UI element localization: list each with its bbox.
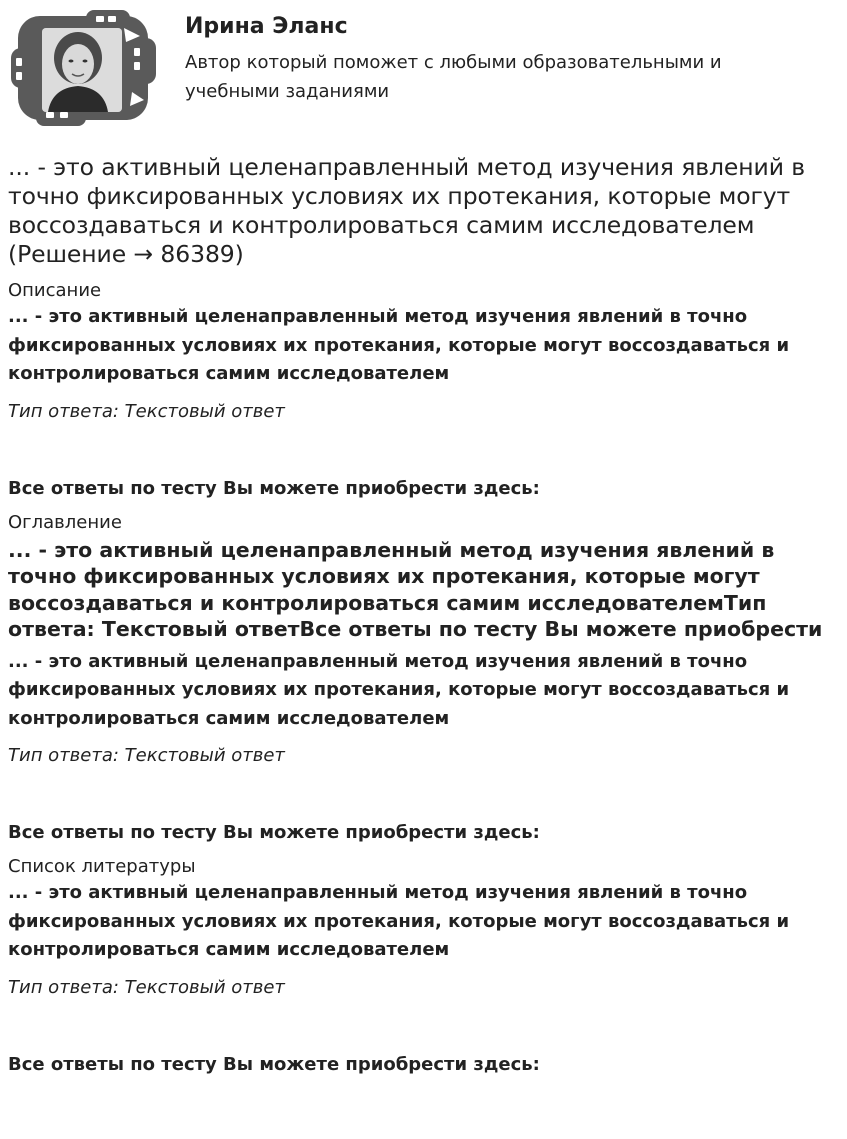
toc-answer-type: Тип ответа: Текстовый ответ (8, 745, 285, 766)
author-name[interactable]: Ирина Эланс (185, 14, 348, 39)
section-label-description: Описание (8, 280, 102, 301)
author-avatar (8, 8, 158, 128)
page (8, 8, 838, 1077)
author-block (8, 8, 838, 133)
toc-question: ... - это активный целенаправленный метод изучения явлений в точно фиксированных условиях их протекания, которые могут воссоздаваться и контролироваться самим исследователем (8, 650, 790, 729)
description-question: ... - это активный целенаправленный метод изучения явлений в точно фиксированных условиях их протекания, которые могут воссоздаваться и контролироваться самим исследователем (8, 306, 790, 384)
section-label-toc: Оглавление (8, 511, 122, 533)
page-title: ... - это активный целенаправленный метод изучения явлений в точно фиксированных условиях их протекания, которые могут воссоздаваться и контролироваться самим исследователем (Решение → 86389) (8, 153, 805, 268)
section-label-literature: Список литературы (8, 856, 196, 877)
description-answer-type: Тип ответа: Текстовый ответ (8, 400, 285, 422)
literature-buy-line: Все ответы по тесту Вы можете приобрести здесь: (8, 1053, 540, 1075)
literature-question: ... - это активный целенаправленный метод изучения явлений в точно фиксированных условиях их протекания, которые могут воссоздаваться и контролироваться самим исследователем (8, 882, 790, 960)
description-buy-line: Все ответы по тесту Вы можете приобрести здесь: (8, 477, 540, 499)
toc-heading: ... - это активный целенаправленный метод изучения явлений в точно фиксированных условиях их протекания, которые могут воссоздаваться и контролироваться самим исследователемТип ответа: Текстовый ответВсе ответы по тесту Вы можете приобрести (8, 537, 823, 641)
toc-buy-line: Все ответы по тесту Вы можете приобрести здесь: (8, 822, 540, 843)
author-info (185, 12, 815, 106)
literature-answer-type: Тип ответа: Текстовый ответ (8, 976, 285, 998)
author-description: Автор который поможет с любыми образовательными и учебными заданиями (185, 52, 722, 102)
